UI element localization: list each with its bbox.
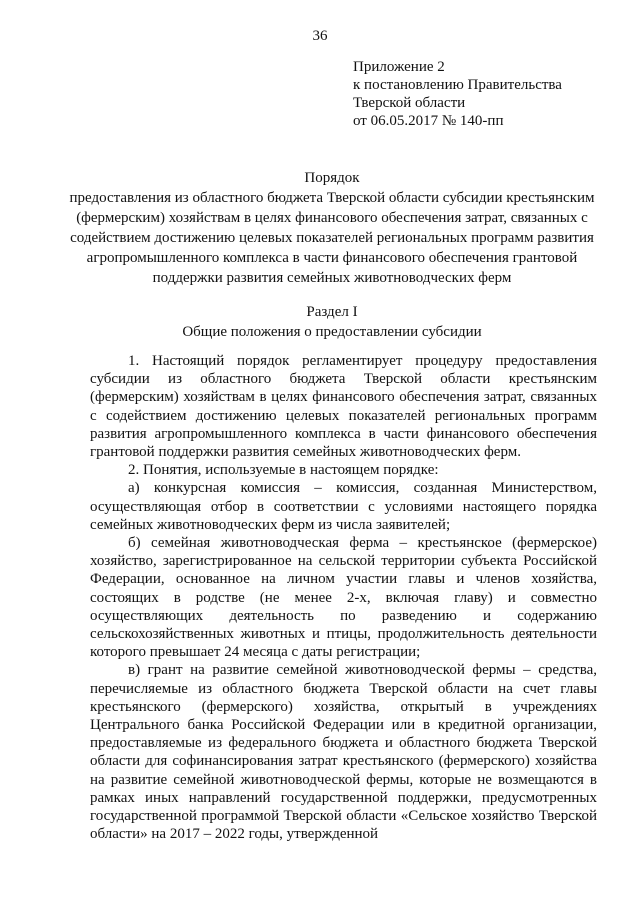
- appendix-line: Приложение 2: [353, 59, 445, 75]
- appendix-line: Тверской области: [353, 95, 466, 111]
- page-number: 36: [312, 28, 328, 44]
- section-heading: [60, 302, 604, 342]
- section-title: Общие положения о предоставлении субсидии: [182, 324, 482, 340]
- paragraph: 2. Понятия, используемые в настоящем порядке:: [128, 462, 439, 479]
- paragraph: б) семейная животноводческая ферма – крестьянское (фермерское) хозяйство, зарегистрированное на сельской территории субъекта Российской Федерации, основанное на личном участии главы и членов хозяйства, состоящих в родстве (не менее 2-х, включая главу) и совместно осуществляющих деятельность по разведению и содержанию сельскохозяйственных животных и птицы, продолжительность деятельности которого превышает 24 месяца с даты регистрации;: [90, 535, 597, 661]
- appendix-block: [353, 58, 623, 130]
- paragraph: а) конкурсная комиссия – комиссия, созданная Министерством, осуществляющая отбор в соответствии с условиями настоящего порядка семейных животноводческих ферм из числа заявителей;: [90, 480, 597, 533]
- document-title: [60, 168, 604, 288]
- body-text: [90, 352, 597, 843]
- appendix-line: к постановлению Правительства: [353, 77, 562, 93]
- paragraph: в) грант на развитие семейной животноводческой фермы – средства, перечисляемые из областного бюджета Тверской области на счет главы крестьянского (фермерского) хозяйства, открытый в учреждениях Центрального банка Российской Федерации или в кредитной организации, предоставляемые из федерального бюджета и областного бюджета Тверской области для софинансирования затрат крестьянского (фермерского) хозяйства на развитие семейной животноводческой фермы, которые не возмещаются в рамках иных направлений государственной поддержки, предусмотренных государственной программой Тверской области «Сельское хозяйство Тверской области» на 2017 – 2022 годы, утвержденной: [90, 662, 597, 843]
- appendix-line: от 06.05.2017 № 140-пп: [353, 113, 504, 129]
- title-subtitle: предоставления из областного бюджета Тверской области субсидии крестьянским (фермерским) хозяйствам в целях финансового обеспечения затрат, связанных с содействием достижению целевых показателей региональных программ развития агропромышленного комплекса в части финансового обеспечения грантовой поддержки развития семейных животноводческих ферм: [69, 190, 595, 286]
- paragraph: 1. Настоящий порядок регламентирует процедуру предоставления субсидии из областного бюджета Тверской области крестьянским (фермерским) хозяйствам в целях финансового обеспечения затрат, связанных с содействием достижению целевых показателей региональных программ развития агропромышленного комплекса в части финансового обеспечения грантовой поддержки развития семейных животноводческих ферм.: [90, 353, 597, 461]
- title-heading: Порядок: [304, 170, 360, 186]
- section-number: Раздел I: [306, 304, 358, 320]
